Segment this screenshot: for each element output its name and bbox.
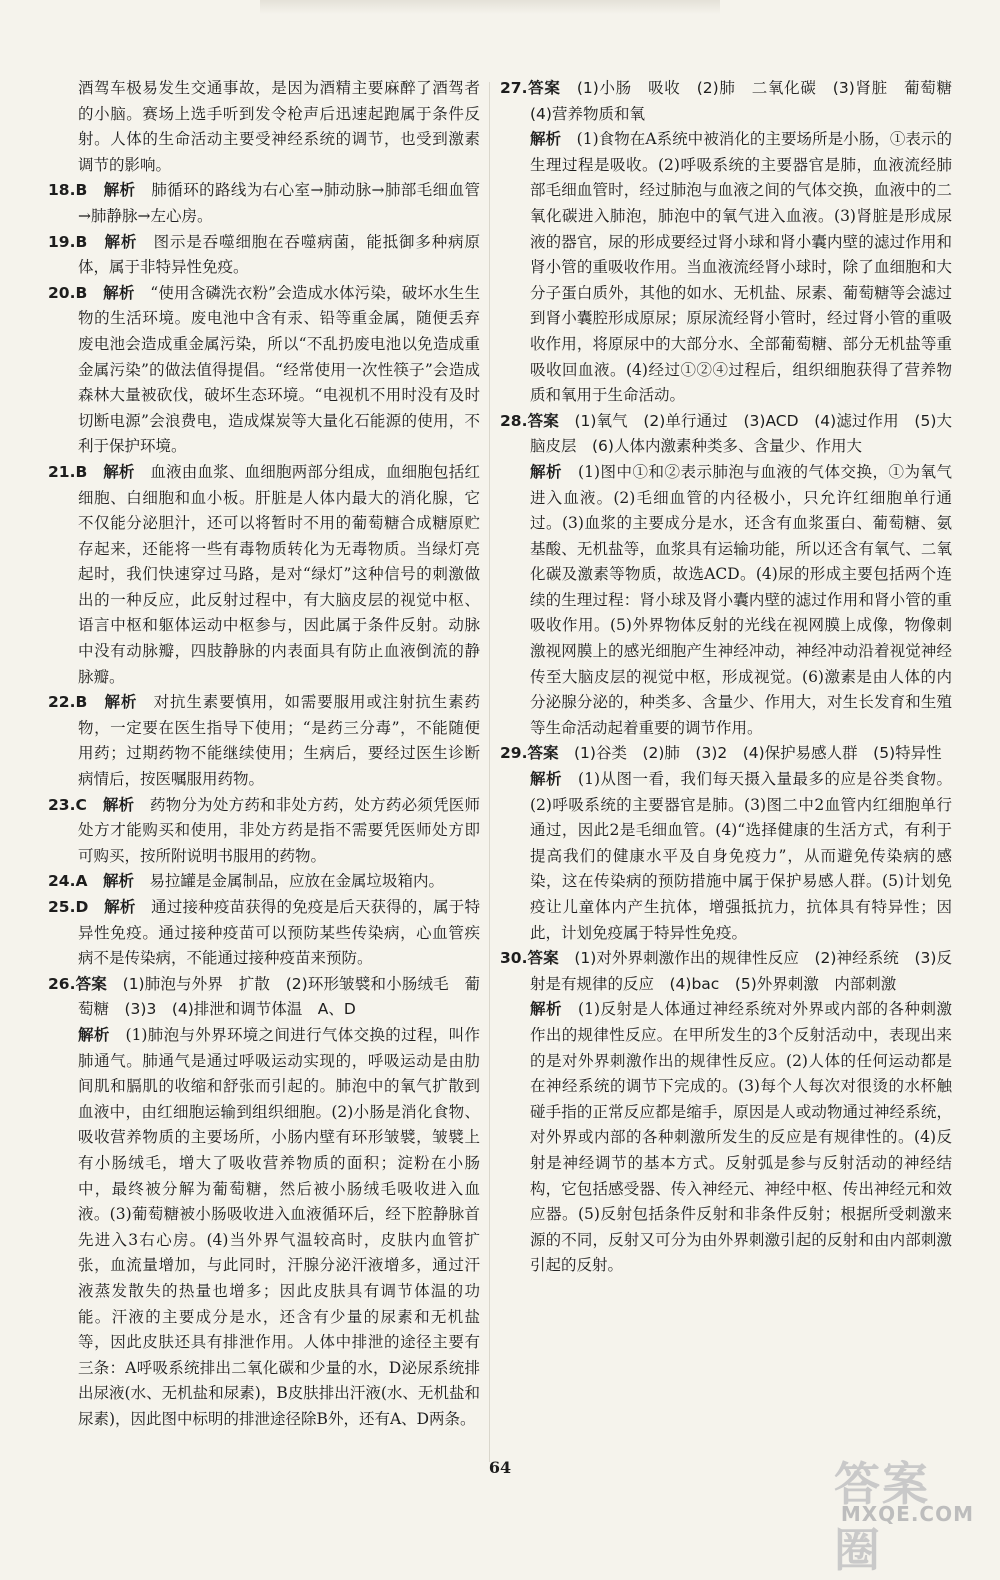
explanation-block xyxy=(500,127,952,409)
item-answer: B xyxy=(75,462,88,481)
explain-label: 解析 xyxy=(102,795,135,814)
answer-item-26 xyxy=(48,972,480,1433)
item-number: 21. xyxy=(48,462,76,481)
item-answer: A xyxy=(75,872,88,891)
answer-line xyxy=(48,972,480,1023)
answer-item-29 xyxy=(500,741,952,946)
answer-item-23 xyxy=(48,793,480,870)
item-number: 24. xyxy=(48,872,76,891)
explain-label: 解析 xyxy=(102,872,134,891)
answer-item-18 xyxy=(48,178,480,229)
item-number: 23. xyxy=(48,795,76,814)
page-number: 64 xyxy=(488,1458,512,1477)
column-divider xyxy=(489,82,490,1462)
explanation-text: (1)反射是人体通过神经系统对外界或内部的各种刺激作出的规律性反应。在甲所发生的3个反射活动中，表现出来的是对外界刺激作出的规律性反应。(2)人体的任何运动都是在神经系统的调节下完成的。(3)每个人每次对很烫的水杯触碰手指的正常反应都是缩手，原因是人或动物通过神经系统，对外界或内部的各种刺激所发生的反应是有规律性的。(4)反射是神经调节的基本方式。反射弧是参与反射活动的神经结构，它包括感受器、传入神经元、神经中枢、传出神经元和效应器。(5)反射包括条件反射和非条件反射；根据所受刺激来源的不同，反射又可分为由外界刺激引起的反射和由内部刺激引起的反射。 xyxy=(530,1000,952,1275)
answer-label: 答案 xyxy=(527,744,559,763)
answer-item-30 xyxy=(500,946,952,1279)
explain-label: 解析 xyxy=(103,462,135,481)
site-watermark xyxy=(834,1448,982,1577)
answer-item-19 xyxy=(48,230,480,281)
watermark-url: MXQE.COM xyxy=(840,1502,974,1526)
answer-text: (1)对外界刺激作出的规律性反应 (2)神经系统 (3)反射是有规律的反应 (4)bac (5)外界刺激 内部刺激 xyxy=(530,949,952,993)
explain-label: 解析 xyxy=(530,770,563,789)
explanation-text: (1)图中①和②表示肺泡与血液的气体交换，①为氧气进入血液。(2)毛细血管的内径极小，只允许红细胞单行通过。(3)血浆的主要成分是水，还含有血浆蛋白、葡萄糖、氨基酸、无机盐等，血浆具有运输功能，所以还含有氧气、二氧化碳及激素等物质，故选ACD。(4)尿的形成主要包括两个连续的生理过程：肾小球及肾小囊内壁的滤过作用和肾小管的重吸收作用。(5)外界物体反射的光线在视网膜上成像，物像刺激视网膜上的感光细胞产生神经冲动，神经冲动沿着视觉神经传至大脑皮层的视觉中枢，形成视觉。(6)激素是由人体的内分泌腺分泌的，种类多、含量少、作用大，对生长发育和生殖等生命活动起着重要的调节作用。 xyxy=(530,462,952,737)
item-number: 26. xyxy=(48,974,76,993)
item-number: 22. xyxy=(48,693,76,712)
answer-item-24 xyxy=(48,869,480,895)
answer-item-21 xyxy=(48,460,480,690)
item-answer: B xyxy=(75,283,88,302)
explanation-block xyxy=(500,997,952,1279)
answer-label: 答案 xyxy=(527,79,561,97)
item-number: 18. xyxy=(48,181,76,200)
explanation-text: (1)食物在A系统中被消化的主要场所是小肠，①表示的生理过程是吸收。(2)呼吸系统的主要器官是肺，血液流经肺部毛细血管时，经过肺泡与血液之间的气体交换，血液中的二氧化碳进入肺泡，肺泡中的氧气进入血液。(3)肾脏是形成尿液的器官，尿的形成要经过肾小球和肾小囊内壁的滤过作用和肾小管的重吸收作用。当血液流经肾小球时，除了血细胞和大分子蛋白质外，其他的如水、无机盐、尿素、葡萄糖等会滤过到肾小囊腔形成原尿；原尿流经肾小管时，经过肾小管的重吸收作用，将原尿中的大部分水、全部葡萄糖、部分无机盐等重吸收回血液。(4)经过①②④过程后，组织细胞获得了营养物质和氧用于生命活动。 xyxy=(530,130,952,405)
answer-text: (1)氧气 (2)单行通过 (3)ACD (4)滤过作用 (5)大脑皮层 (6)人体内激素种类多、含量少、作用大 xyxy=(530,411,952,456)
item-number: 25. xyxy=(48,898,76,916)
explain-label: 解析 xyxy=(104,693,138,712)
scan-shadow xyxy=(260,0,720,14)
explain-label: 解析 xyxy=(103,181,136,200)
explain-label: 解析 xyxy=(103,283,135,302)
item-explanation: 易拉罐是金属制品，应放在金属垃圾箱内。 xyxy=(149,872,445,891)
item-number: 19. xyxy=(48,232,76,251)
answer-text: (1)谷类 (2)肺 (3)2 (4)保护易感人群 (5)特异性 xyxy=(574,744,942,763)
explanation-text: (1)肺泡与外界环境之间进行气体交换的过程，叫作肺通气。肺通气是通过呼吸运动实现的，呼吸运动是由肋间肌和膈肌的收缩和舒张而引起的。肺泡中的氧气扩散到血液中，由红细胞运输到组织细胞。(2)小肠是消化食物、吸收营养物质的主要场所，小肠内壁有环形皱襞，皱襞上有小肠绒毛，增大了吸收营养物质的面积；淀粉在小肠中，最终被分解为葡萄糖，然后被小肠绒毛吸收进入血液。(3)葡萄糖被小肠吸收进入血液循环后，经下腔静脉首先进入3右心房。(4)当外界气温较高时，皮肤内血管扩张，血流量增加，与此同时，汗腺分泌汗液增多，通过汗液蒸发散失的热量也增多；因此皮肤具有调节体温的功能。汗液的主要成分是水，还含有少量的尿素和无机盐等，因此皮肤还具有排泄作用。人体中排泄的途径主要有三条：A呼吸系统排出二氧化碳和少量的水，D泌尿系统排出尿液(水、无机盐和尿素)，B皮肤排出汗液(水、无机盐和尿素)，因此图中标明的排泄途径除B外，还有A、D两条。 xyxy=(78,1025,480,1428)
answer-item-28 xyxy=(500,409,952,742)
answer-item-22 xyxy=(48,690,480,792)
answer-line xyxy=(500,76,968,127)
answer-line xyxy=(500,946,952,997)
answer-text: (1)小肠 吸收 (2)肺 二氧化碳 (3)肾脏 葡萄糖 (4)营养物质和氧 xyxy=(530,79,968,123)
explain-label: 解析 xyxy=(530,130,562,149)
item-number: 29. xyxy=(500,744,528,763)
item-answer: B xyxy=(75,232,88,251)
answer-label: 答案 xyxy=(75,974,107,993)
item-explanation: 肺循环的路线为右心室→肺动脉→肺部毛细血管→肺静脉→左心房。 xyxy=(78,181,480,225)
answer-text: (1)肺泡与外界 扩散 (2)环形皱襞和小肠绒毛 葡萄糖 (3)3 (4)排泄和调节体温 A、D xyxy=(78,974,480,1019)
item-answer: D xyxy=(75,898,89,916)
explanation-block xyxy=(500,460,952,742)
explanation-text: (1)从图一看，我们每天摄入量最多的应是谷类食物。(2)呼吸系统的主要器官是肺。(3)图二中2血管内红细胞单行通过，因此2是毛细血管。(4)“选择健康的生活方式，有利于提高我们的健康水平及自身免疫力”，从而避免传染病的感染，这在传染病的预防措施中属于保护易感人群。(5)计划免疫让儿童体内产生抗体，增强抵抗力，抗体具有特异性；因此，计划免疫属于特异性免疫。 xyxy=(530,770,952,942)
answer-line xyxy=(500,741,952,767)
explain-label: 解析 xyxy=(104,898,136,916)
item-answer: C xyxy=(75,795,87,814)
answer-item-25 xyxy=(48,895,480,972)
explain-label: 解析 xyxy=(530,462,563,481)
item-number: 20. xyxy=(48,283,76,302)
answer-label: 答案 xyxy=(527,949,559,968)
item-explanation: “使用含磷洗衣粉”会造成水体污染，破坏水生生物的生活环境。废电池中含有汞、铅等重金属，随便丢弃废电池会造成重金属污染，所以“不乱扔废电池以免造成重金属污染”的做法值得提倡。“经常使用一次性筷子”会造成森林大量被砍伐，破坏生态环境。“电视机不用时没有及时切断电源”会浪费电，造成煤炭等大量化石能源的使用，不利于保护环境。 xyxy=(78,283,480,456)
explanation-block xyxy=(500,767,952,946)
continued-text: 酒驾车极易发生交通事故，是因为酒精主要麻醉了酒驾者的小脑。赛场上选手听到发令枪声后迅速起跑属于条件反射。人体的生命活动主要受神经系统的调节，也受到激素调节的影响。 xyxy=(78,79,480,174)
item-explanation: 图示是吞噬细胞在吞噬病菌，能抵御多种病原体，属于非特异性免疫。 xyxy=(78,232,480,277)
item-answer: B xyxy=(75,693,88,712)
explain-label: 解析 xyxy=(104,232,138,251)
explain-label: 解析 xyxy=(530,1000,563,1019)
item-number: 28. xyxy=(500,411,528,430)
answer-label: 答案 xyxy=(527,411,559,430)
answer-item-27 xyxy=(500,76,968,409)
item-explanation: 对抗生素要慎用，如需要服用或注射抗生素药物，一定要在医生指导下使用；“是药三分毒”，不能随便用药；过期药物不能继续使用；生病后，要经过医生诊断病情后，按医嘱服用药物。 xyxy=(78,693,480,789)
explanation-block xyxy=(48,1023,480,1433)
watermark-logo-text: 答案圈 xyxy=(834,1457,930,1577)
right-column xyxy=(500,76,968,1279)
item-answer: B xyxy=(75,181,88,200)
left-column xyxy=(48,76,480,1432)
item-number: 27. xyxy=(500,79,528,97)
item-number: 30. xyxy=(500,949,528,968)
explain-label: 解析 xyxy=(78,1025,110,1044)
item-explanation: 血液由血浆、血细胞两部分组成，血细胞包括红细胞、白细胞和血小板。肝脏是人体内最大的消化腺，它不仅能分泌胆汁，还可以将暂时不用的葡萄糖合成糖原贮存起来，还能将一些有毒物质转化为无毒物质。当绿灯亮起时，我们快速穿过马路，是对“绿灯”这种信号的刺激做出的一种反应，此反射过程中，有大脑皮层的视觉中枢、语言中枢和躯体运动中枢参与，因此属于条件反射。动脉中没有动脉瓣，四肢静脉的内表面具有防止血液倒流的静脉瓣。 xyxy=(78,462,480,686)
item-explanation: 药物分为处方药和非处方药，处方药必须凭医师处方才能购买和使用，非处方药是指不需要凭医师处方即可购买，按所附说明书服用的药物。 xyxy=(78,795,480,865)
answer-line xyxy=(500,409,952,460)
item-explanation: 通过接种疫苗获得的免疫是后天获得的，属于特异性免疫。通过接种疫苗可以预防某些传染病，心血管疾病不是传染病，不能通过接种疫苗来预防。 xyxy=(78,898,480,968)
answer-item-20 xyxy=(48,281,480,460)
